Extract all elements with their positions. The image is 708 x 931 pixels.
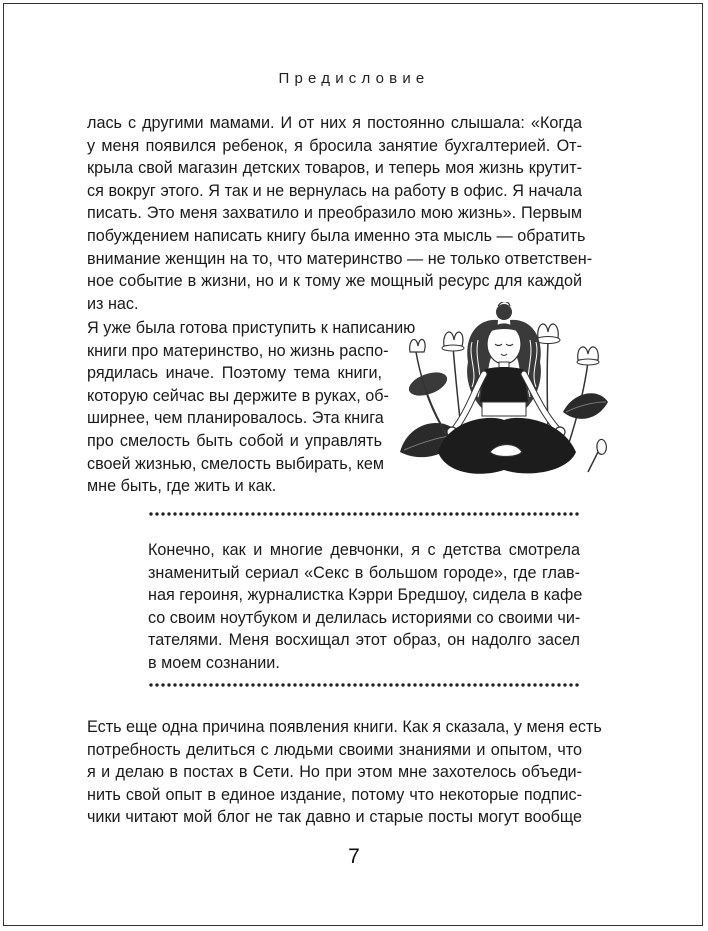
text-line: знаменитый сериал «Секс в большом городе», где глав- [148, 563, 580, 582]
paragraph-4 [87, 716, 602, 829]
text-line: я и делаю в постах в Сети. Но при этом мне захотелось объеди- [87, 763, 582, 782]
text-line: у меня появился ребенок, я бросила занятие бухгалтерией. От- [87, 136, 582, 155]
dotted-divider-top [148, 512, 580, 516]
text-line: писать. Это меня захватило и преобразило мою жизнь». Первым [87, 204, 582, 223]
text-line: которую сейчас вы держите в руках, об- [87, 386, 389, 405]
lotus-flower [410, 339, 425, 352]
meditating-girl-illustration [398, 302, 610, 488]
page-number: 7 [348, 845, 360, 868]
quote-block [148, 539, 583, 675]
text-line: Конечно, как и многие девчонки, я с детства смотрела [148, 541, 580, 559]
text-line: крыла свой магазин детских товаров, и теперь моя жизнь крутит- [87, 159, 582, 178]
lotus-flower [538, 324, 559, 338]
lotus-flower [578, 347, 599, 360]
paragraph-2 [87, 317, 416, 498]
lotus-bud [597, 439, 606, 454]
text-line: ширнее, чем планировалось. Эта книга [87, 409, 384, 428]
paragraph-1 [87, 112, 593, 315]
text-line: ная героиня, журналистка Кэрри Бредшоу, сидела в кафе [148, 586, 583, 605]
text-line: тателями. Меня восхищал этот образ, он надолго засел [148, 631, 580, 650]
text-line: со своим ноутбуком и делилась историями со своими чи- [148, 608, 581, 627]
text-line: лась с другими мамами. И от них я постоянно слышала: «Когда [87, 114, 582, 132]
dotted-divider-bottom [148, 683, 580, 687]
text-line: своей жизнью, смелость выбирать, кем [87, 454, 385, 473]
crop-top [480, 367, 528, 402]
lotus-flower [444, 332, 463, 346]
running-head: Предисловие [278, 70, 430, 87]
text-line: потребность делиться с людьми своими знаниями и опытом, что [87, 740, 582, 759]
text-line: Есть еще одна причина появления книги. Как я сказала, у меня есть [87, 718, 602, 736]
text-line: про смелость быть собой и управлять [87, 431, 382, 450]
leaf [563, 393, 608, 419]
text-line: ное событие в жизни, но и к тому же мощный ресурс для каждой [87, 272, 582, 291]
text-line: нить свой опыт в единое издание, потому что некоторые подпис- [87, 785, 582, 804]
text-line: чики читают мой блог не так давно и старые посты могут вообще [87, 808, 582, 827]
text-line: внимание женщин на то, что материнство — не только ответствен- [87, 249, 593, 268]
text-line: рядилась иначе. Поэтому тема книги, [87, 364, 382, 383]
text-line: из нас. [87, 294, 139, 313]
text-line: ся вокруг этого. Я так и не вернулась на работу в офис. Я начала [87, 181, 582, 200]
text-line: в моем сознании. [148, 653, 280, 672]
text-line: Я уже была готова приступить к написанию [87, 319, 416, 337]
text-line: побуждением написать книгу была именно эта мысль — обратить [87, 226, 586, 245]
text-line: мне быть, где жить и как. [87, 477, 277, 496]
text-line: книги про материнство, но жизнь распо- [87, 341, 389, 360]
